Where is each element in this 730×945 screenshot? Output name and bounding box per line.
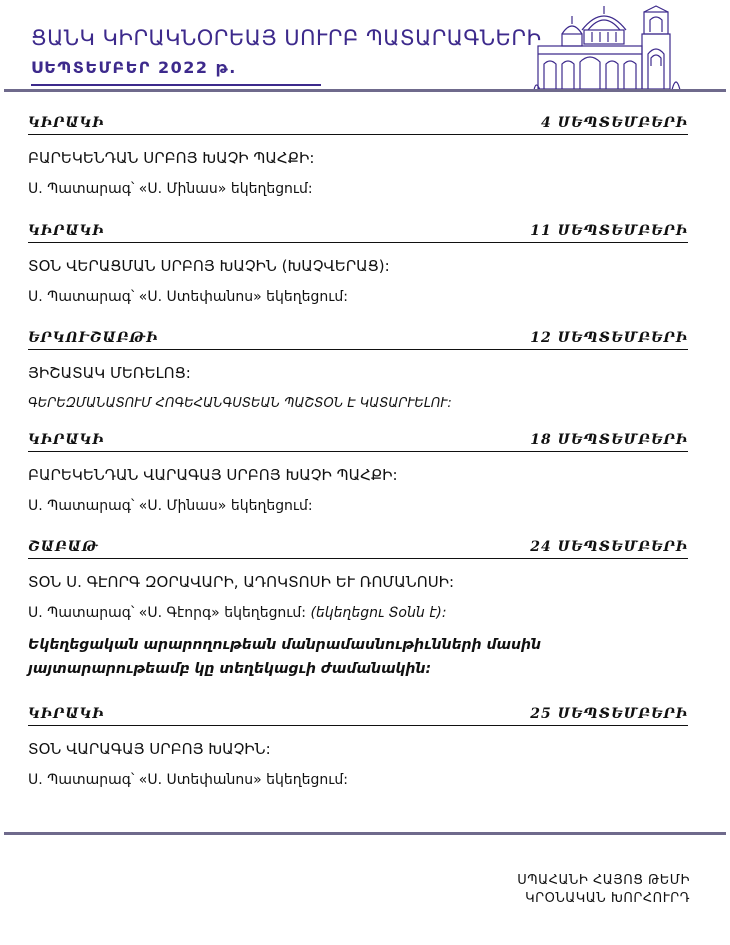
day-row bbox=[28, 222, 688, 243]
service-info: Ս. Պատարագ՝ «Ս. Մինաս» եկեղեցում: bbox=[28, 498, 313, 514]
service-notice: ԳԵՐԵԶՄԱՆԱՏՈՒՄ ՀՈԳԵՀԱՆԳՍՏԵԱՆ ՊԱՇՏՕՆ Է ԿԱՏԱՐՒԵԼՈՒ: bbox=[28, 396, 452, 411]
day-label: ԿԻՐԱԿԻ bbox=[28, 223, 105, 239]
date-label: 11 ՍԵՊՏԵՄԲԵՐԻ bbox=[530, 223, 688, 239]
schedule-entry bbox=[28, 222, 688, 305]
page-header bbox=[0, 0, 730, 100]
subtitle-underline bbox=[31, 84, 321, 86]
feast-title: ՏՕՆ ՎԱՐԱԳԱՅ ՍՐԲՈՅ ԽԱՉԻՆ: bbox=[28, 740, 271, 758]
service-text: Ս. Պատարագ՝ «Ս. Գէորգ» եկեղեցում: bbox=[28, 605, 306, 621]
schedule-entry bbox=[28, 114, 688, 197]
day-label: ԿԻՐԱԿԻ bbox=[28, 115, 105, 131]
day-label: ԿԻՐԱԿԻ bbox=[28, 432, 105, 448]
day-label: ԵՐԿՈՒՇԱԲԹԻ bbox=[28, 330, 159, 346]
feast-title: ՏՕՆ ՎԵՐԱՑՄԱՆ ՍՐԲՈՅ ԽԱՉԻՆ (ԽԱՉՎԵՐԱՑ): bbox=[28, 257, 390, 275]
schedule-entry bbox=[28, 705, 688, 788]
footer-divider bbox=[4, 832, 726, 835]
schedule-entry bbox=[28, 538, 688, 681]
footer-signature bbox=[517, 872, 690, 908]
cathedral-drawing-icon bbox=[532, 4, 682, 94]
feast-title: ԲԱՐԵԿԵՆԴԱՆ ՎԱՐԱԳԱՅ ՍՐԲՈՅ ԽԱՉԻ ՊԱՀՔԻ: bbox=[28, 466, 398, 484]
date-label: 24 ՍԵՊՏԵՄԲԵՐԻ bbox=[530, 539, 688, 555]
day-row bbox=[28, 705, 688, 726]
feast-title: ՏՕՆ Ս. ԳԷՈՐԳ ԶՕՐԱՎԱՐԻ, ԱԴՈԿՏՈՍԻ ԵՒ ՌՈՄԱՆՈՍԻ: bbox=[28, 573, 455, 591]
schedule-entry bbox=[28, 329, 688, 411]
day-row bbox=[28, 538, 688, 559]
day-row bbox=[28, 431, 688, 452]
footer-line-1: ՍՊԱՀԱՆԻ ՀԱՅՈՑ ԹԵՄԻ bbox=[517, 873, 690, 888]
day-label: ՇԱԲԱԹ bbox=[28, 539, 99, 555]
page-subtitle: ՍԵՊՏԵՄԲԵՐ 2022 թ. bbox=[31, 58, 237, 77]
header-divider bbox=[4, 89, 726, 92]
feast-title: ՅԻՇԱՏԱԿ ՄԵՌԵԼՈՑ: bbox=[28, 364, 191, 382]
feast-title: ԲԱՐԵԿԵՆԴԱՆ ՍՐԲՈՅ ԽԱՉԻ ՊԱՀՔԻ: bbox=[28, 149, 315, 167]
day-row bbox=[28, 114, 688, 135]
announcement: Եկեղեցական արարողութեան մանրամասնութիւնների մասին յայտարարութեամբ կը տեղեկացւի ժամանակին: bbox=[28, 637, 542, 677]
date-label: 12 ՍԵՊՏԵՄԲԵՐԻ bbox=[530, 330, 688, 346]
day-label: ԿԻՐԱԿԻ bbox=[28, 706, 105, 722]
service-note: (եկեղեցու Տօնն է): bbox=[310, 605, 447, 621]
date-label: 25 ՍԵՊՏԵՄԲԵՐԻ bbox=[530, 706, 688, 722]
service-info bbox=[28, 605, 688, 621]
service-info: Ս. Պատարագ՝ «Ս. Մինաս» եկեղեցում: bbox=[28, 181, 313, 197]
schedule-entry bbox=[28, 431, 688, 514]
service-info: Ս. Պատարագ՝ «Ս. Ստեփանոս» եկեղեցում: bbox=[28, 289, 348, 305]
day-row bbox=[28, 329, 688, 350]
date-label: 18 ՍԵՊՏԵՄԲԵՐԻ bbox=[530, 432, 688, 448]
page-title: ՑԱՆԿ ԿԻՐԱԿՆՕՐԵԱՅ ՍՈՒՐԲ ՊԱՏԱՐԱԳՆԵՐԻ bbox=[31, 26, 542, 50]
date-label: 4 ՍԵՊՏԵՄԲԵՐԻ bbox=[541, 115, 688, 131]
footer-line-2: ԿՐՕՆԱԿԱՆ ԽՈՐՀՈՒՐԴ bbox=[525, 891, 690, 906]
service-info: Ս. Պատարագ՝ «Ս. Ստեփանոս» եկեղեցում: bbox=[28, 772, 348, 788]
